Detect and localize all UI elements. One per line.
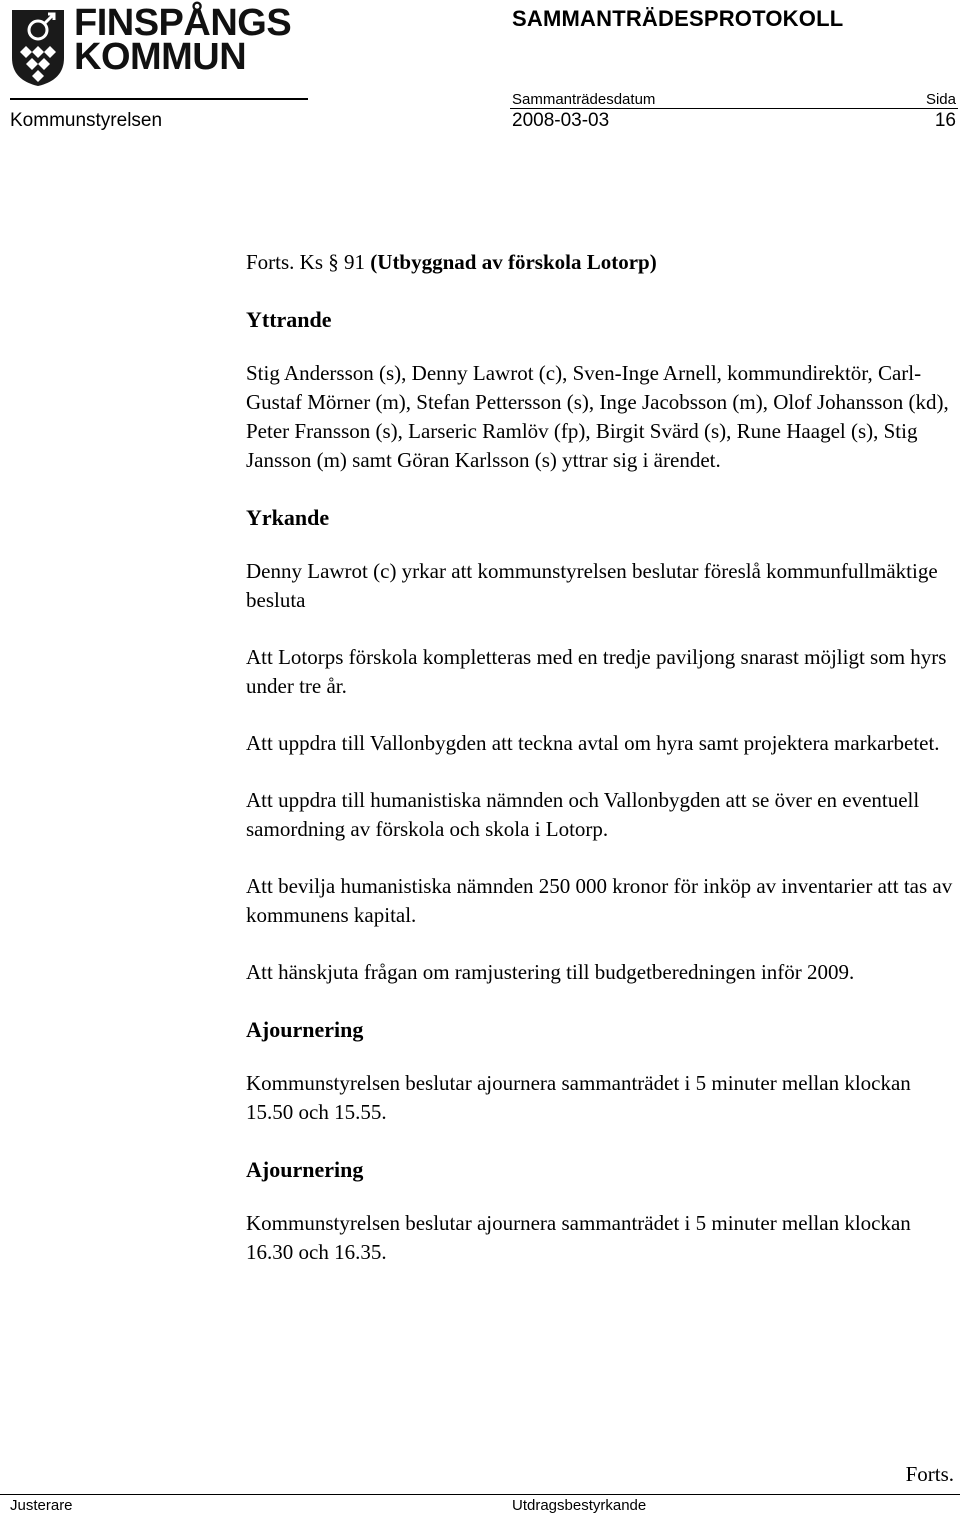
paragraph: Denny Lawrot (c) yrkar att kommunstyrelsen beslutar föreslå kommunfullmäktige besluta <box>246 559 938 612</box>
logo-divider <box>10 98 308 100</box>
paragraph: Att bevilja humanistiska nämnden 250 000 kronor för inköp av inventarier att tas av kommunens kapital. <box>246 874 953 927</box>
section-heading: Ajournering <box>246 1157 364 1182</box>
header-divider <box>510 108 958 109</box>
logo-line-2: KOMMUN <box>74 36 247 78</box>
page-number: 16 <box>934 110 956 131</box>
continued-marker: Forts. <box>905 1462 954 1486</box>
section-ajournering-1 <box>246 1015 958 1127</box>
meeting-date: 2008-03-03 <box>512 110 610 131</box>
section-heading: Yrkande <box>246 505 330 530</box>
paragraph: Att Lotorps förskola kompletteras med en tredje paviljong snarast möjligt som hyrs under tre år. <box>246 645 947 698</box>
footer-divider <box>0 1494 960 1495</box>
document-type: SAMMANTRÄDESPROTOKOLL <box>512 6 844 31</box>
paragraph: Kommunstyrelsen beslutar ajournera sammanträdet i 5 minuter mellan klockan 16.30 och 16.35. <box>246 1211 911 1264</box>
logo-line-1: FINSPÅNGS <box>74 2 292 44</box>
case-title <box>246 248 958 277</box>
page-label: Sida <box>925 91 956 108</box>
paragraph: Att uppdra till humanistiska nämnden och Vallonbygden att se över en eventuell samordning av förskola och skola i Lotorp. <box>246 788 920 841</box>
paragraph: Stig Andersson (s), Denny Lawrot (c), Sven-Inge Arnell, kommundirektör, Carl-Gustaf Mörner (m), Stefan Pettersson (s), Inge Jacobsson (m), Olof Johansson (kd), Peter Fransson (s), Larseric Ramlöv (fp), Birgit Svärd (s), Rune Haagel (s), Stig Jansson (m) samt Göran Karlsson (s) yttrar sig i ärendet. <box>246 361 949 472</box>
coat-of-arms-icon <box>10 8 66 88</box>
section-heading: Yttrande <box>246 307 332 332</box>
section-yttrande <box>246 305 958 475</box>
case-title-subject: (Utbyggnad av förskola Lotorp) <box>370 250 657 274</box>
paragraph: Kommunstyrelsen beslutar ajournera sammanträdet i 5 minuter mellan klockan 15.50 och 15.55. <box>246 1071 911 1124</box>
utdragsbestyrkande-label: Utdragsbestyrkande <box>512 1497 647 1514</box>
organization-name: Kommunstyrelsen <box>10 110 163 131</box>
paragraph: Att hänskjuta frågan om ramjustering till budgetberedningen inför 2009. <box>246 960 855 984</box>
section-heading: Ajournering <box>246 1017 364 1042</box>
date-label: Sammanträdesdatum <box>512 91 656 108</box>
section-yrkande <box>246 503 958 987</box>
justerare-label: Justerare <box>10 1497 73 1514</box>
paragraph: Att uppdra till Vallonbygden att teckna avtal om hyra samt projektera markarbetet. <box>246 731 940 755</box>
protocol-body <box>246 248 958 1295</box>
section-ajournering-2 <box>246 1155 958 1267</box>
case-title-prefix: Forts. Ks § 91 <box>246 250 371 274</box>
municipality-logo <box>10 2 310 86</box>
logo-wordmark <box>74 2 292 78</box>
